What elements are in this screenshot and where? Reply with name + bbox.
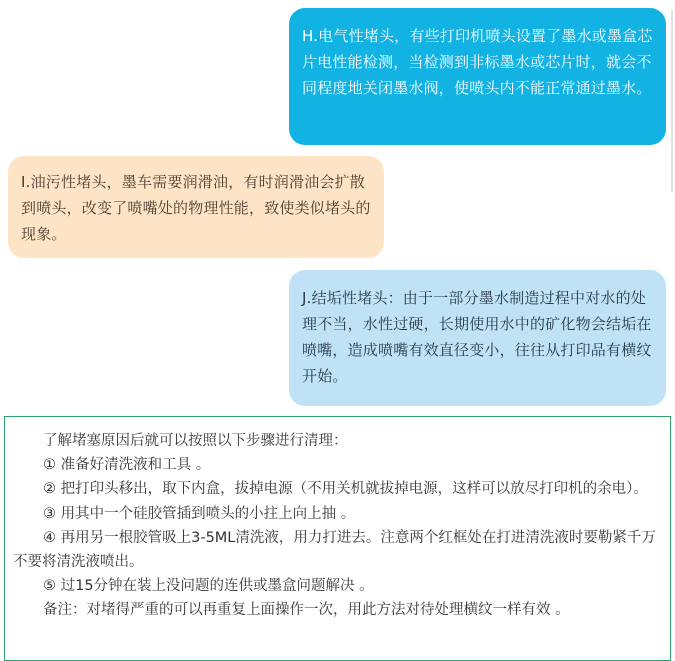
page-right-edge xyxy=(671,10,673,192)
step-3: ③ 用其中一个硅胶管插到喷头的小拄上向上抽 。 xyxy=(43,505,356,522)
bubble-oil-clog xyxy=(8,156,384,258)
bubble-oil-clog-text: I.油污性堵头，墨车需要润滑油，有时润滑油会扩散到喷头，改变了喷嘴处的物理性能，致使类似堵头的现象。 xyxy=(21,173,371,243)
step-5: ⑤ 过15分钟在装上没问题的连供或墨盒问题解决 。 xyxy=(43,578,374,595)
steps-note: 备注：对堵得严重的可以再重复上面操作一次，用此方法对待处理横纹一样有效 。 xyxy=(43,602,570,619)
step-1: ① 准备好清洗液和工具 。 xyxy=(43,457,211,474)
bubble-scale-clog xyxy=(289,270,666,406)
step-2: ② 把打印头移出，取下内盒，拔掉电源（不用关机就拔掉电源，这样可以放尽打印机的余电）。 xyxy=(43,481,648,498)
step-4: ④ 再用另一根胶管吸上3-5ML清洗液，用力打进去。注意两个红框处在打进清洗液时要勒紧千万不要将清洗液喷出。 xyxy=(13,529,656,571)
steps-intro: 了解堵塞原因后就可以按照以下步骤进行清理： xyxy=(43,433,348,449)
bubble-electrical-clog-text: H.电气性堵头，有些打印机喷头设置了墨水或墨盒芯片电性能检测，当检测到非标墨水或芯片时，就会不同程度地关闭墨水阀，使喷头内不能正常通过墨水。 xyxy=(302,27,653,97)
bubble-scale-clog-text: J.结垢性堵头：由于一部分墨水制造过程中对水的处理不当，水性过硬，长期使用水中的矿化物会结垢在喷嘴，造成喷嘴有效直径变小，往往从打印品有横纹开始。 xyxy=(302,289,652,385)
bubble-electrical-clog xyxy=(289,8,666,145)
cleaning-steps-box xyxy=(4,416,671,661)
